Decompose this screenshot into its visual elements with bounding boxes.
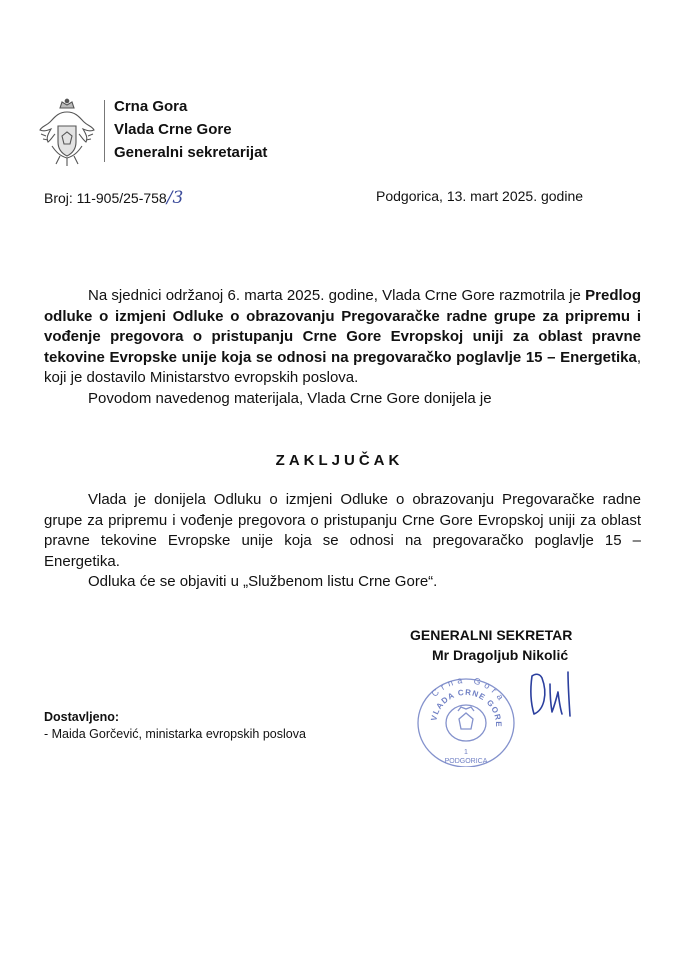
handwritten-signature [522,664,580,722]
reference-handwritten-suffix: /3 [166,188,184,208]
signatory-name: Mr Dragoljub Nikolić [432,647,569,663]
official-stamp [403,667,529,767]
reference-number-text: Broj: 11-905/25-758 [44,190,167,206]
body-intro: Na sjednici održanoj 6. marta 2025. godine, Vlada Crne Gore razmotrila je [88,287,581,304]
reference-number [44,188,183,208]
header-divider [104,100,105,162]
body-intro-paragraph [44,286,641,389]
stamp-top-text: Crna Gora [429,674,508,706]
body-following: Povodom navedenog materijala, Vlada Crne Gore donijela je [88,389,492,407]
publication-note: Odluka će se objaviti u „Službenom listu Crne Gore“. [88,573,438,591]
signatory-title: GENERALNI SEKRETAR [410,627,573,643]
distribution-label: Dostavljeno: [44,710,120,724]
stamp-middle-text: VLADA CRNE GORE [429,687,504,728]
proposal-title: Predlog odluke o izmjeni Odluke o obrazovanju Pregovaračke radne grupe za pripremu i vođenje pregovora o pristupanju Crne Gore Evropskoj uniji za oblast pravne tekovine Evropske unije koja se odnosi na pregovaračko poglavlje 15 – Energetika [44,287,641,366]
stamp-bottom-text: PODGORICA [444,758,488,765]
secretariat-name: Generalni sekretarijat [114,144,268,161]
conclusion-paragraph [44,490,641,593]
conclusion-title: ZAKLJUČAK [275,452,404,469]
coat-of-arms-crest-icon [38,96,96,168]
place-and-date: Podgorica, 13. mart 2025. godine [376,188,584,204]
country-name: Crna Gora [114,98,188,115]
stamp-number: 1 [464,749,468,756]
body-paragraph [44,286,641,410]
distribution-item: - Maida Gorčević, ministarka evropskih poslova [44,727,306,741]
government-name: Vlada Crne Gore [114,121,232,138]
conclusion-text: Vlada je donijela Odluku o izmjeni Odluke o obrazovanju Pregovaračke radne grupe za pripremu i vođenje pregovora o pristupanju Crne Gore Evropskoj uniji za oblast pravne tekovine Evropske unije koja se odnosi na pregovaračko poglavlje 15 – Energetika. [44,491,641,570]
body-intro-end: , koji je dostavilo Ministarstvo evropskih poslova. [44,348,641,387]
